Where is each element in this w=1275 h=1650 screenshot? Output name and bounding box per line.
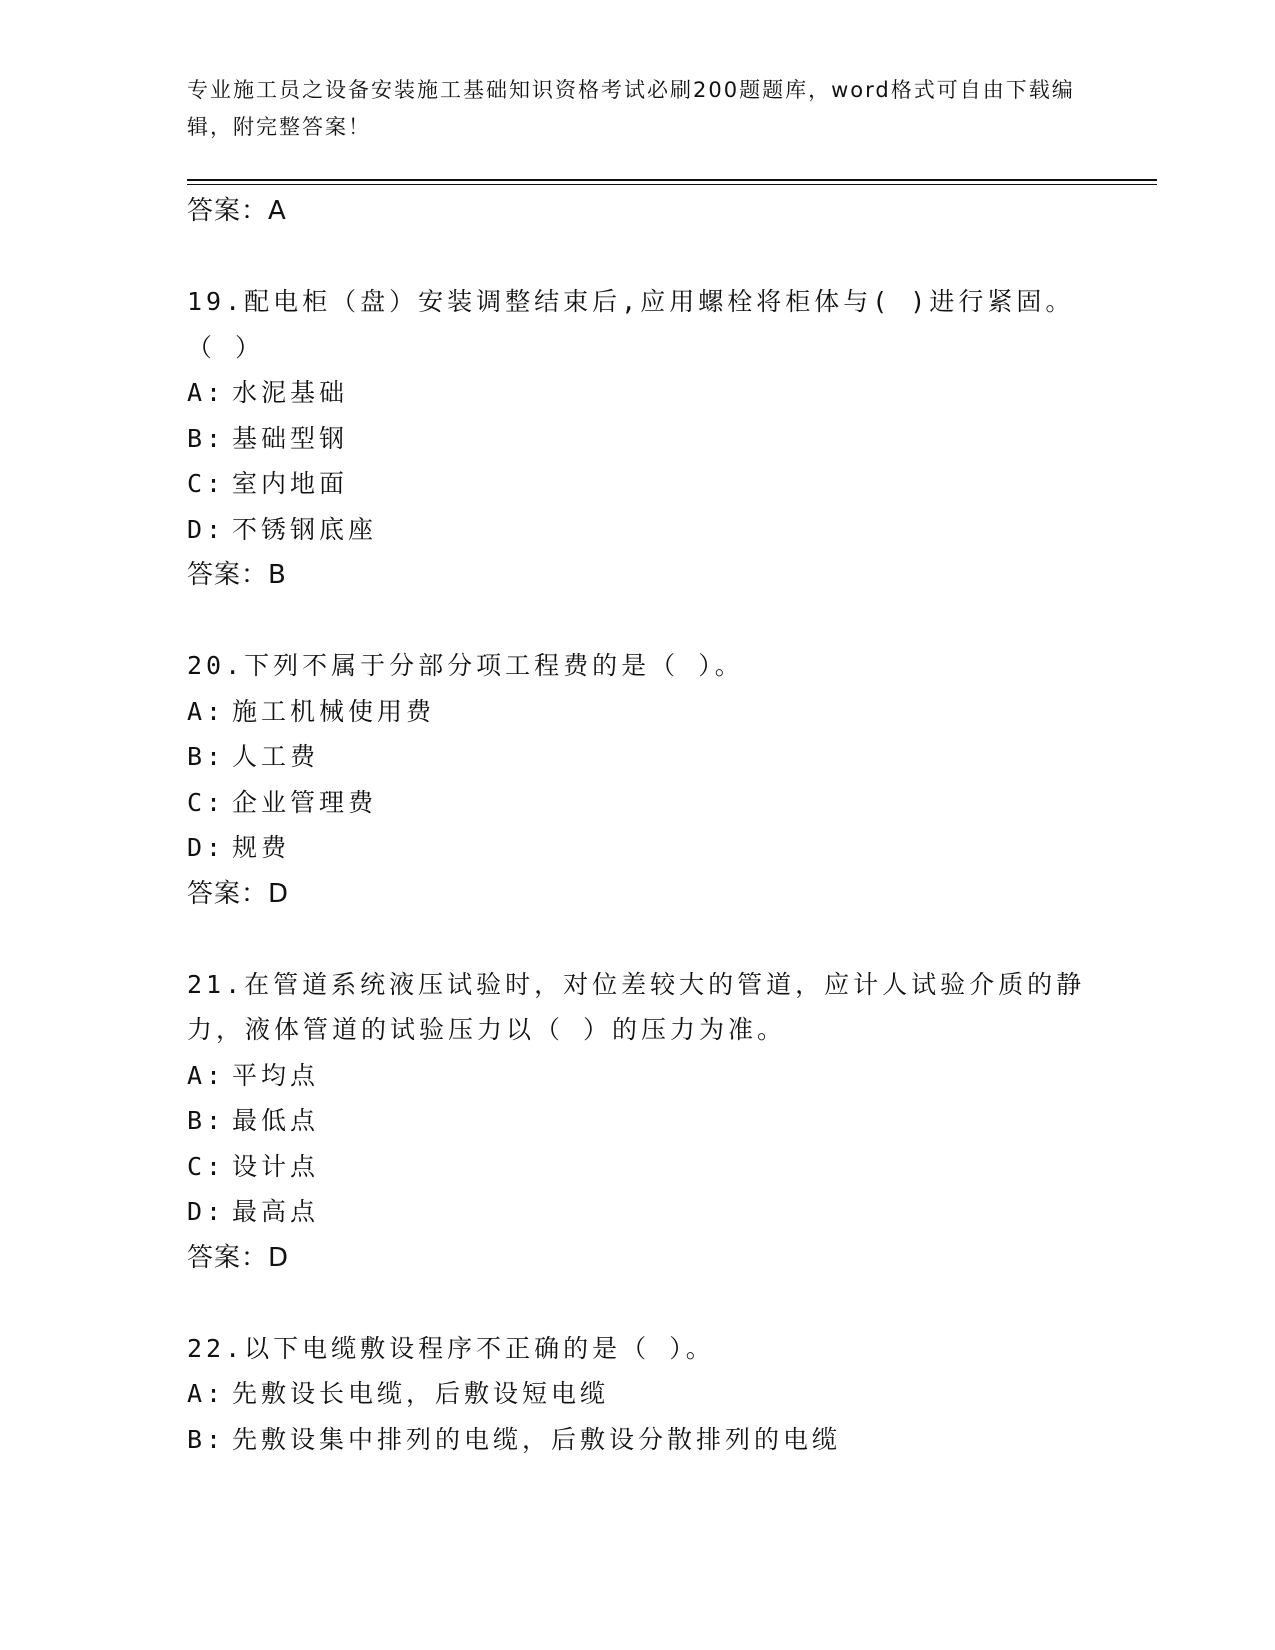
option-a <box>187 1053 1087 1099</box>
option-letter: A: <box>187 696 226 726</box>
option-text: 平均点 <box>232 1060 320 1090</box>
option-letter: A: <box>187 1060 226 1090</box>
option-text: 水泥基础 <box>232 378 349 407</box>
option-letter: C: <box>187 469 226 498</box>
option-text: 室内地面 <box>232 469 349 498</box>
question-block <box>187 1326 1087 1463</box>
header-divider-thin <box>187 184 1157 185</box>
option-c <box>187 461 1087 507</box>
option-text: 不锈钢底座 <box>232 514 378 544</box>
question-block <box>187 279 1087 598</box>
option-text: 先敷设集中排列的电缆，后敷设分散排列的电缆 <box>232 1424 842 1454</box>
question-stem: 19.配电柜（盘）安装调整结束后,应用螺栓将柜体与( )进行紧固。（ ） <box>187 287 1075 362</box>
option-b <box>187 734 1087 780</box>
option-b <box>187 416 1087 462</box>
option-letter: D: <box>187 833 226 862</box>
option-letter: B: <box>187 742 226 771</box>
document-header: 专业施工员之设备安装施工基础知识资格考试必刷200题题库，word格式可自由下载编辑，附完整答案！ <box>187 78 1075 139</box>
question-stem: 22.以下电缆敷设程序不正确的是（ ）。 <box>187 1333 715 1363</box>
option-letter: B: <box>187 1106 226 1135</box>
option-b <box>187 1098 1087 1144</box>
option-text: 最低点 <box>232 1106 320 1135</box>
option-c <box>187 780 1087 826</box>
option-letter: D: <box>187 514 226 544</box>
option-text: 企业管理费 <box>232 787 378 817</box>
question-block <box>187 643 1087 917</box>
option-d <box>187 1189 1087 1235</box>
answer-line: 答案：D <box>187 1242 290 1273</box>
option-d <box>187 825 1087 871</box>
option-letter: B: <box>187 1424 226 1454</box>
option-letter: D: <box>187 1197 226 1226</box>
option-d <box>187 507 1087 553</box>
option-a <box>187 370 1087 416</box>
option-letter: A: <box>187 1379 226 1408</box>
answer-line: 答案：B <box>187 560 287 590</box>
option-text: 设计点 <box>232 1151 320 1181</box>
question-block <box>187 962 1087 1281</box>
question-list <box>187 188 1087 1462</box>
option-letter: C: <box>187 1151 226 1181</box>
option-text: 施工机械使用费 <box>232 696 436 726</box>
option-text: 规费 <box>232 833 291 862</box>
option-text: 人工费 <box>232 742 320 771</box>
answer-line: 答案：A <box>187 196 287 226</box>
option-text: 基础型钢 <box>232 423 349 453</box>
answer-line: 答案：D <box>187 878 290 909</box>
option-letter: A: <box>187 378 226 407</box>
question-stem: 20.下列不属于分部分项工程费的是（ ）。 <box>187 651 744 680</box>
option-text: 最高点 <box>232 1197 320 1226</box>
option-a <box>187 689 1087 735</box>
option-a <box>187 1371 1087 1417</box>
header-divider-thick <box>187 179 1157 181</box>
option-letter: C: <box>187 787 226 817</box>
option-b <box>187 1417 1087 1463</box>
option-letter: B: <box>187 423 226 453</box>
option-c <box>187 1144 1087 1190</box>
option-text: 先敷设长电缆，后敷设短电缆 <box>232 1379 610 1408</box>
question-stem: 21.在管道系统液压试验时，对位差较大的管道，应计人试验介质的静力，液体管道的试验压力以（ ）的压力为准。 <box>187 969 1086 1044</box>
